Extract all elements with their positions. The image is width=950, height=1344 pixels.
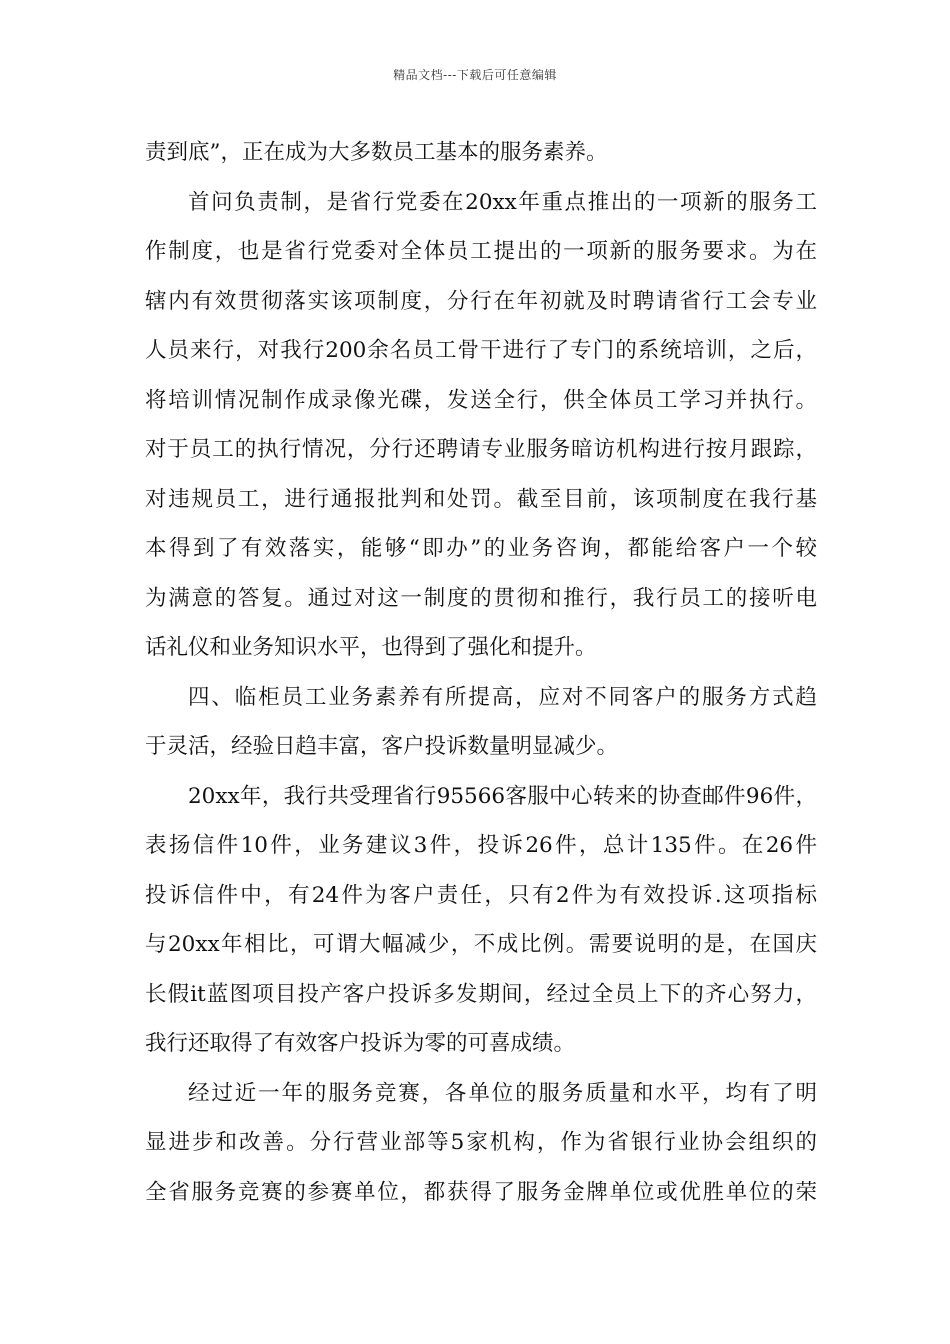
text-line: 对违规员工，进行通报批判和处罚。截至目前，该项制度在我行基 xyxy=(145,486,817,512)
text-line: 作制度，也是省行党委对全体员工提出的一项新的服务要求。为在 xyxy=(145,239,817,264)
text-line: 经过近一年的服务竞赛，各单位的服务质量和水平，均有了明 xyxy=(188,1080,817,1106)
text-line: 四、临柜员工业务素养有所提高，应对不同客户的服务方式趋 xyxy=(188,684,817,710)
text-line: 话礼仪和业务知识水平，也得到了强化和提升。 xyxy=(145,635,597,660)
text-line: 显进步和改善。分行营业部等5家机构，作为省银行业协会组织的 xyxy=(145,1130,817,1155)
text-line: 全省服务竞赛的参赛单位，都获得了服务金牌单位或优胜单位的荣 xyxy=(145,1179,817,1205)
text-line: 辖内有效贯彻落实该项制度，分行在年初就及时聘请省行工会专业 xyxy=(145,288,817,314)
paragraph xyxy=(145,673,817,772)
paragraph xyxy=(145,772,817,1069)
text-line: 20xx年，我行共受理省行95566客服中心转来的协查邮件96件， xyxy=(188,783,817,809)
paragraph xyxy=(145,1069,817,1218)
text-line: 首问负责制，是省行党委在20xx年重点推出的一项新的服务工 xyxy=(188,189,817,215)
text-line: 投诉信件中，有24件为客户责任，只有2件为有效投诉.这项指标 xyxy=(145,882,817,908)
text-line: 与20xx年相比，可谓大幅减少，不成比例。需要说明的是，在国庆 xyxy=(145,932,817,957)
text-line: 表扬信件10件，业务建议3件，投诉26件，总计135件。在26件 xyxy=(145,833,817,858)
page-header: 精品文档---下载后可任意编辑 xyxy=(393,68,557,82)
text-line: 为满意的答复。通过对这一制度的贯彻和推行，我行员工的接听电 xyxy=(145,585,817,611)
text-line: 将培训情况制作成录像光碟，发送全行，供全体员工学习并执行。 xyxy=(145,387,817,413)
paragraph xyxy=(145,178,817,673)
text-line: 于灵活，经验日趋丰富，客户投诉数量明显减少。 xyxy=(145,734,619,759)
document-body xyxy=(145,128,817,1217)
text-line: 长假it蓝图项目投产客户投诉多发期间，经过全员上下的齐心努力， xyxy=(145,981,817,1007)
text-line: 责到底”，正在成为大多数员工基本的服务素养。 xyxy=(145,140,608,165)
text-line: 本得到了有效落实，能够“即办”的业务咨询，都能给客户一个较 xyxy=(145,536,817,561)
paragraph xyxy=(145,128,817,178)
text-line: 对于员工的执行情况，分行还聘请专业服务暗访机构进行按月跟踪， xyxy=(145,437,817,462)
text-line: 人员来行，对我行200余名员工骨干进行了专门的系统培训，之后， xyxy=(145,338,817,363)
text-line: 我行还取得了有效客户投诉为零的可喜成绩。 xyxy=(145,1031,576,1056)
